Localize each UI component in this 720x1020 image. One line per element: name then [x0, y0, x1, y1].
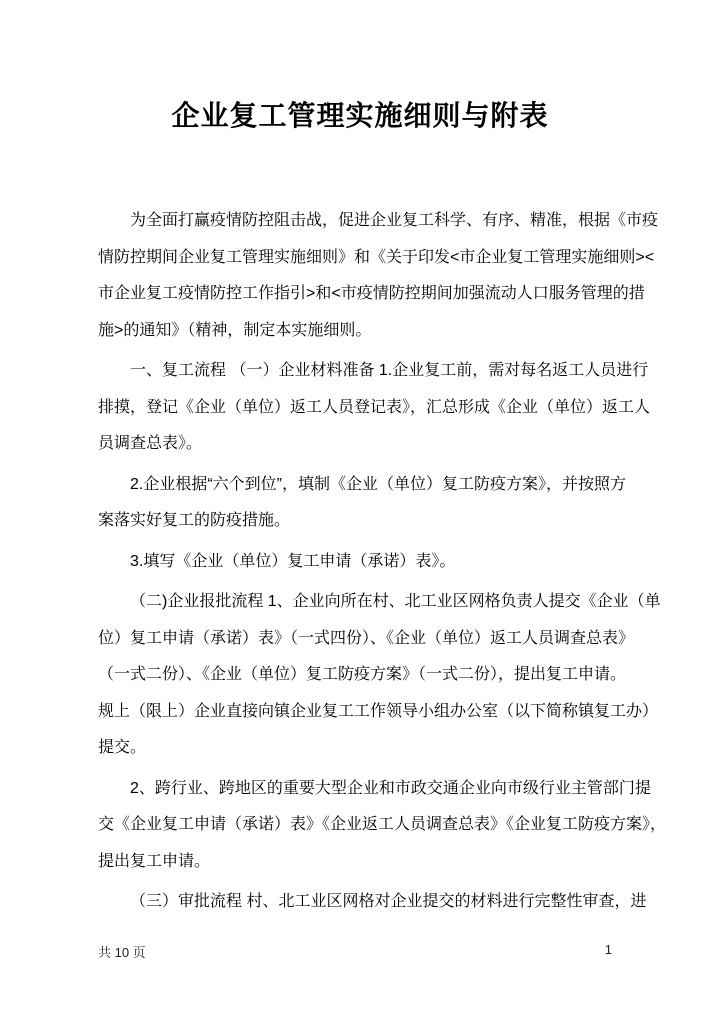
- body-line: 一、复工流程 （一）企业材料准备 1.企业复工前，需对每名返工人员进行: [130, 362, 649, 379]
- footer-page-number: 1: [604, 942, 612, 957]
- body-line: 为全面打赢疫情防控阻击战，促进企业复工科学、有序、精准，根据《市疫: [130, 212, 659, 229]
- body-line: 提交。: [98, 739, 147, 756]
- paragraph: [98, 203, 659, 349]
- paragraph: [98, 584, 661, 767]
- paragraph: [98, 467, 625, 540]
- paragraph: [98, 544, 625, 581]
- paragraph: [98, 884, 647, 921]
- document-body: [98, 203, 667, 925]
- body-line: 位）复工申请（承诺）表》（一式四份）、《企业（单位）返工人员调查总表》: [98, 629, 635, 647]
- body-line: 2.企业根据“六个到位”，填制《企业（单位）复工防疫方案》，并按照方: [130, 475, 627, 493]
- body-line: 情防控期间企业复工管理实施细则》和《关于印发<市企业复工管理实施细则><: [98, 248, 655, 266]
- body-line: 员调查总表》。: [98, 435, 203, 452]
- footer-total-pages: 共 10 页: [98, 945, 146, 960]
- paragraph: [98, 771, 667, 881]
- paragraph: [98, 353, 651, 463]
- body-line: 3.填写《企业（单位）复工申请（承诺）表》。: [130, 552, 456, 570]
- body-line: 施>的通知》（精神，制定本实施细则。: [98, 321, 372, 339]
- body-line: 市企业复工疫情防控工作指引>和<市疫情防控期间加强流动人口服务管理的措: [98, 285, 645, 302]
- body-line: 案落实好复工的防疫措施。: [98, 512, 291, 529]
- document-title: 企业复工管理实施细则与附表: [171, 100, 549, 131]
- body-line: （一式二份）、《企业（单位）复工防疫方案》（一式二份），提出复工申请。: [98, 666, 627, 683]
- body-line: 规上（限上）企业直接向镇企业复工工作领导小组办公室（以下简称镇复工办）: [98, 702, 659, 720]
- body-line: 排摸，登记《企业（单位）返工人员登记表》，汇总形成《企业（单位）返工人: [98, 398, 651, 416]
- body-line: 提出复工申请。: [98, 852, 211, 870]
- body-line: 2、跨行业、跨地区的重要大型企业和市政交通企业向市级行业主管部门提: [130, 779, 651, 797]
- body-line: （三）审批流程 村、北工业区网格对企业提交的材料进行完整性审查，进: [130, 893, 647, 910]
- body-line: 交《企业复工申请（承诺）表》《企业返工人员调查总表》《企业复工防疫方案》，: [98, 816, 667, 833]
- body-line: （二)企业报批流程 1、企业向所在村、北工业区网格负责人提交《企业（单: [130, 593, 661, 610]
